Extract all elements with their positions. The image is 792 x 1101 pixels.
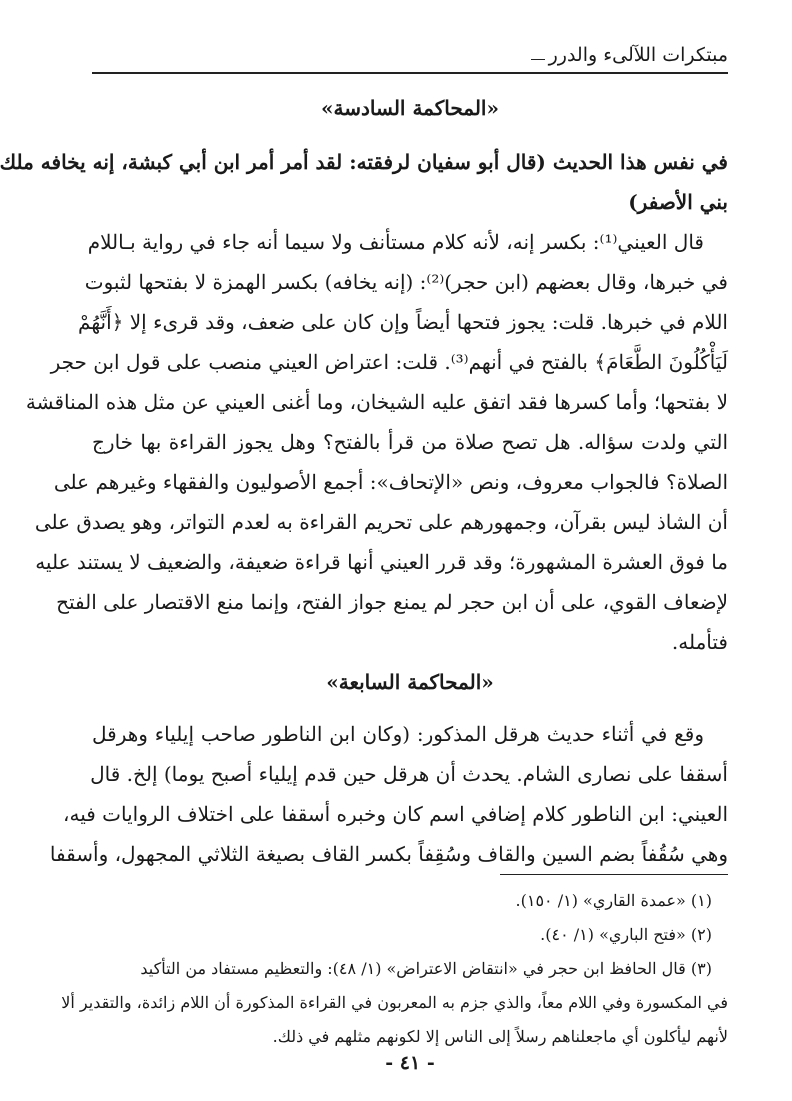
running-header-title: مبتكرات اللآلىء والدرر	[548, 44, 728, 66]
paragraph-line: أسقفا على نصارى الشام. يحدث أن هرقل حين قدم إيلياء أصبح يوما) إلخ. قال	[90, 762, 728, 786]
section6-body-paragraph	[25, 222, 728, 662]
paragraph-line: لَيَأْكُلُونَ الطَّعَامَ﴾ بالفتح في أنهم⁽³⁾. قلت: اعتراض العيني منصب على قول ابن حجر	[50, 350, 728, 374]
paragraph-line: قال العيني⁽¹⁾: بكسر إنه، لأنه كلام مستأنف ولا سيما أنه جاء في رواية بـاللام	[87, 230, 704, 254]
footnote-1: (١) «عمدة القاري» (١/ ١٥٠).	[515, 891, 712, 910]
paragraph-line: ما فوق العشرة المشهورة؛ وقد قرر العيني أنها قراءة ضعيفة، والضعيف لا يستند عليه	[35, 550, 728, 574]
section-heading-sixth: «المحاكمة السادسة»	[321, 96, 499, 120]
running-header-dash	[531, 59, 545, 60]
paragraph-line: العيني: ابن الناطور كلام إضافي اسم كان وخبره أسقفا على اختلاف الروايات فيه،	[63, 802, 728, 826]
footnote-3-continuation: لأنهم ليأكلون أي ماجعلناهم رسلاً إلى الناس إلا لكونهم مثلهم في ذلك.	[272, 1027, 728, 1046]
paragraph-line: أن الشاذ ليس بقرآن، وجمهورهم على تحريم القراءة به لعدم التواتر، وهو يصدق على	[34, 510, 728, 534]
section-heading-seventh: «المحاكمة السابعة»	[326, 670, 494, 694]
section6-intro-paragraph	[0, 142, 728, 222]
paragraph-line: لإضعاف القوي، على أن ابن حجر لم يمنع جواز الفتح، وإنما منع الاقتصار على الفتح	[56, 590, 728, 614]
section7-body-paragraph	[49, 714, 728, 874]
footnote-3-continuation: في المكسورة وفي اللام معاً، والذي جزم به المعربون في القراءة المذكورة أن اللام زائدة، والتقدير ألا	[61, 993, 728, 1012]
page-number: - ٤١ -	[385, 1052, 435, 1074]
paragraph-line: وهي سُقُفاً بضم السين والقاف وسُقِفاً بكسر القاف بصيغة الثلاثي المجهول، وأسقفا	[49, 842, 728, 866]
paragraph-line: فتأمله.	[671, 630, 728, 654]
footnote-separator	[500, 874, 728, 875]
paragraph-line: الصلاة؟ فالجواب معروف، ونص «الإتحاف»: أجمع الأصوليون والفقهاء وغيرهم على	[53, 470, 728, 494]
paragraph-line: لا بفتحها؛ وأما كسرها فقد اتفق عليه الشيخان، وما أغنى العيني عن مثل هذه المناقشة	[25, 390, 728, 414]
footnotes	[61, 884, 728, 1054]
paragraph-line: اللام في خبرها. قلت: يجوز فتحها أيضاً وإن كان على ضعف، وقد قرىء إلا ﴿أَنَّهُمْ	[78, 310, 728, 334]
paragraph-line: في خبرها، وقال بعضهم (ابن حجر)⁽²⁾: (إنه يخافه) بكسر الهمزة لا بفتحها لثبوت	[84, 270, 728, 294]
footnote-3: (٣) قال الحافظ ابن حجر في «انتقاض الاعتراض» (١/ ٤٨): والتعظيم مستفاد من التأكيد	[140, 959, 712, 978]
paragraph-line: وقع في أثناء حديث هرقل المذكور: (وكان ابن الناطور صاحب إيلياء وهرقل	[92, 722, 704, 746]
paragraph-line: في نفس هذا الحديث (قال أبو سفيان لرفقته: لقد أمر أمر ابن أبي كبشة، إنه يخافه ملك	[0, 150, 728, 174]
running-header	[92, 36, 728, 74]
paragraph-line: التي ولدت سؤاله. هل تصح صلاة من قرأ بالفتح؟ وهل يجوز القراءة بها خارج	[92, 430, 728, 454]
paragraph-line: بني الأصفر)	[628, 190, 728, 214]
footnote-2: (٢) «فتح الباري» (١/ ٤٠).	[540, 925, 712, 944]
